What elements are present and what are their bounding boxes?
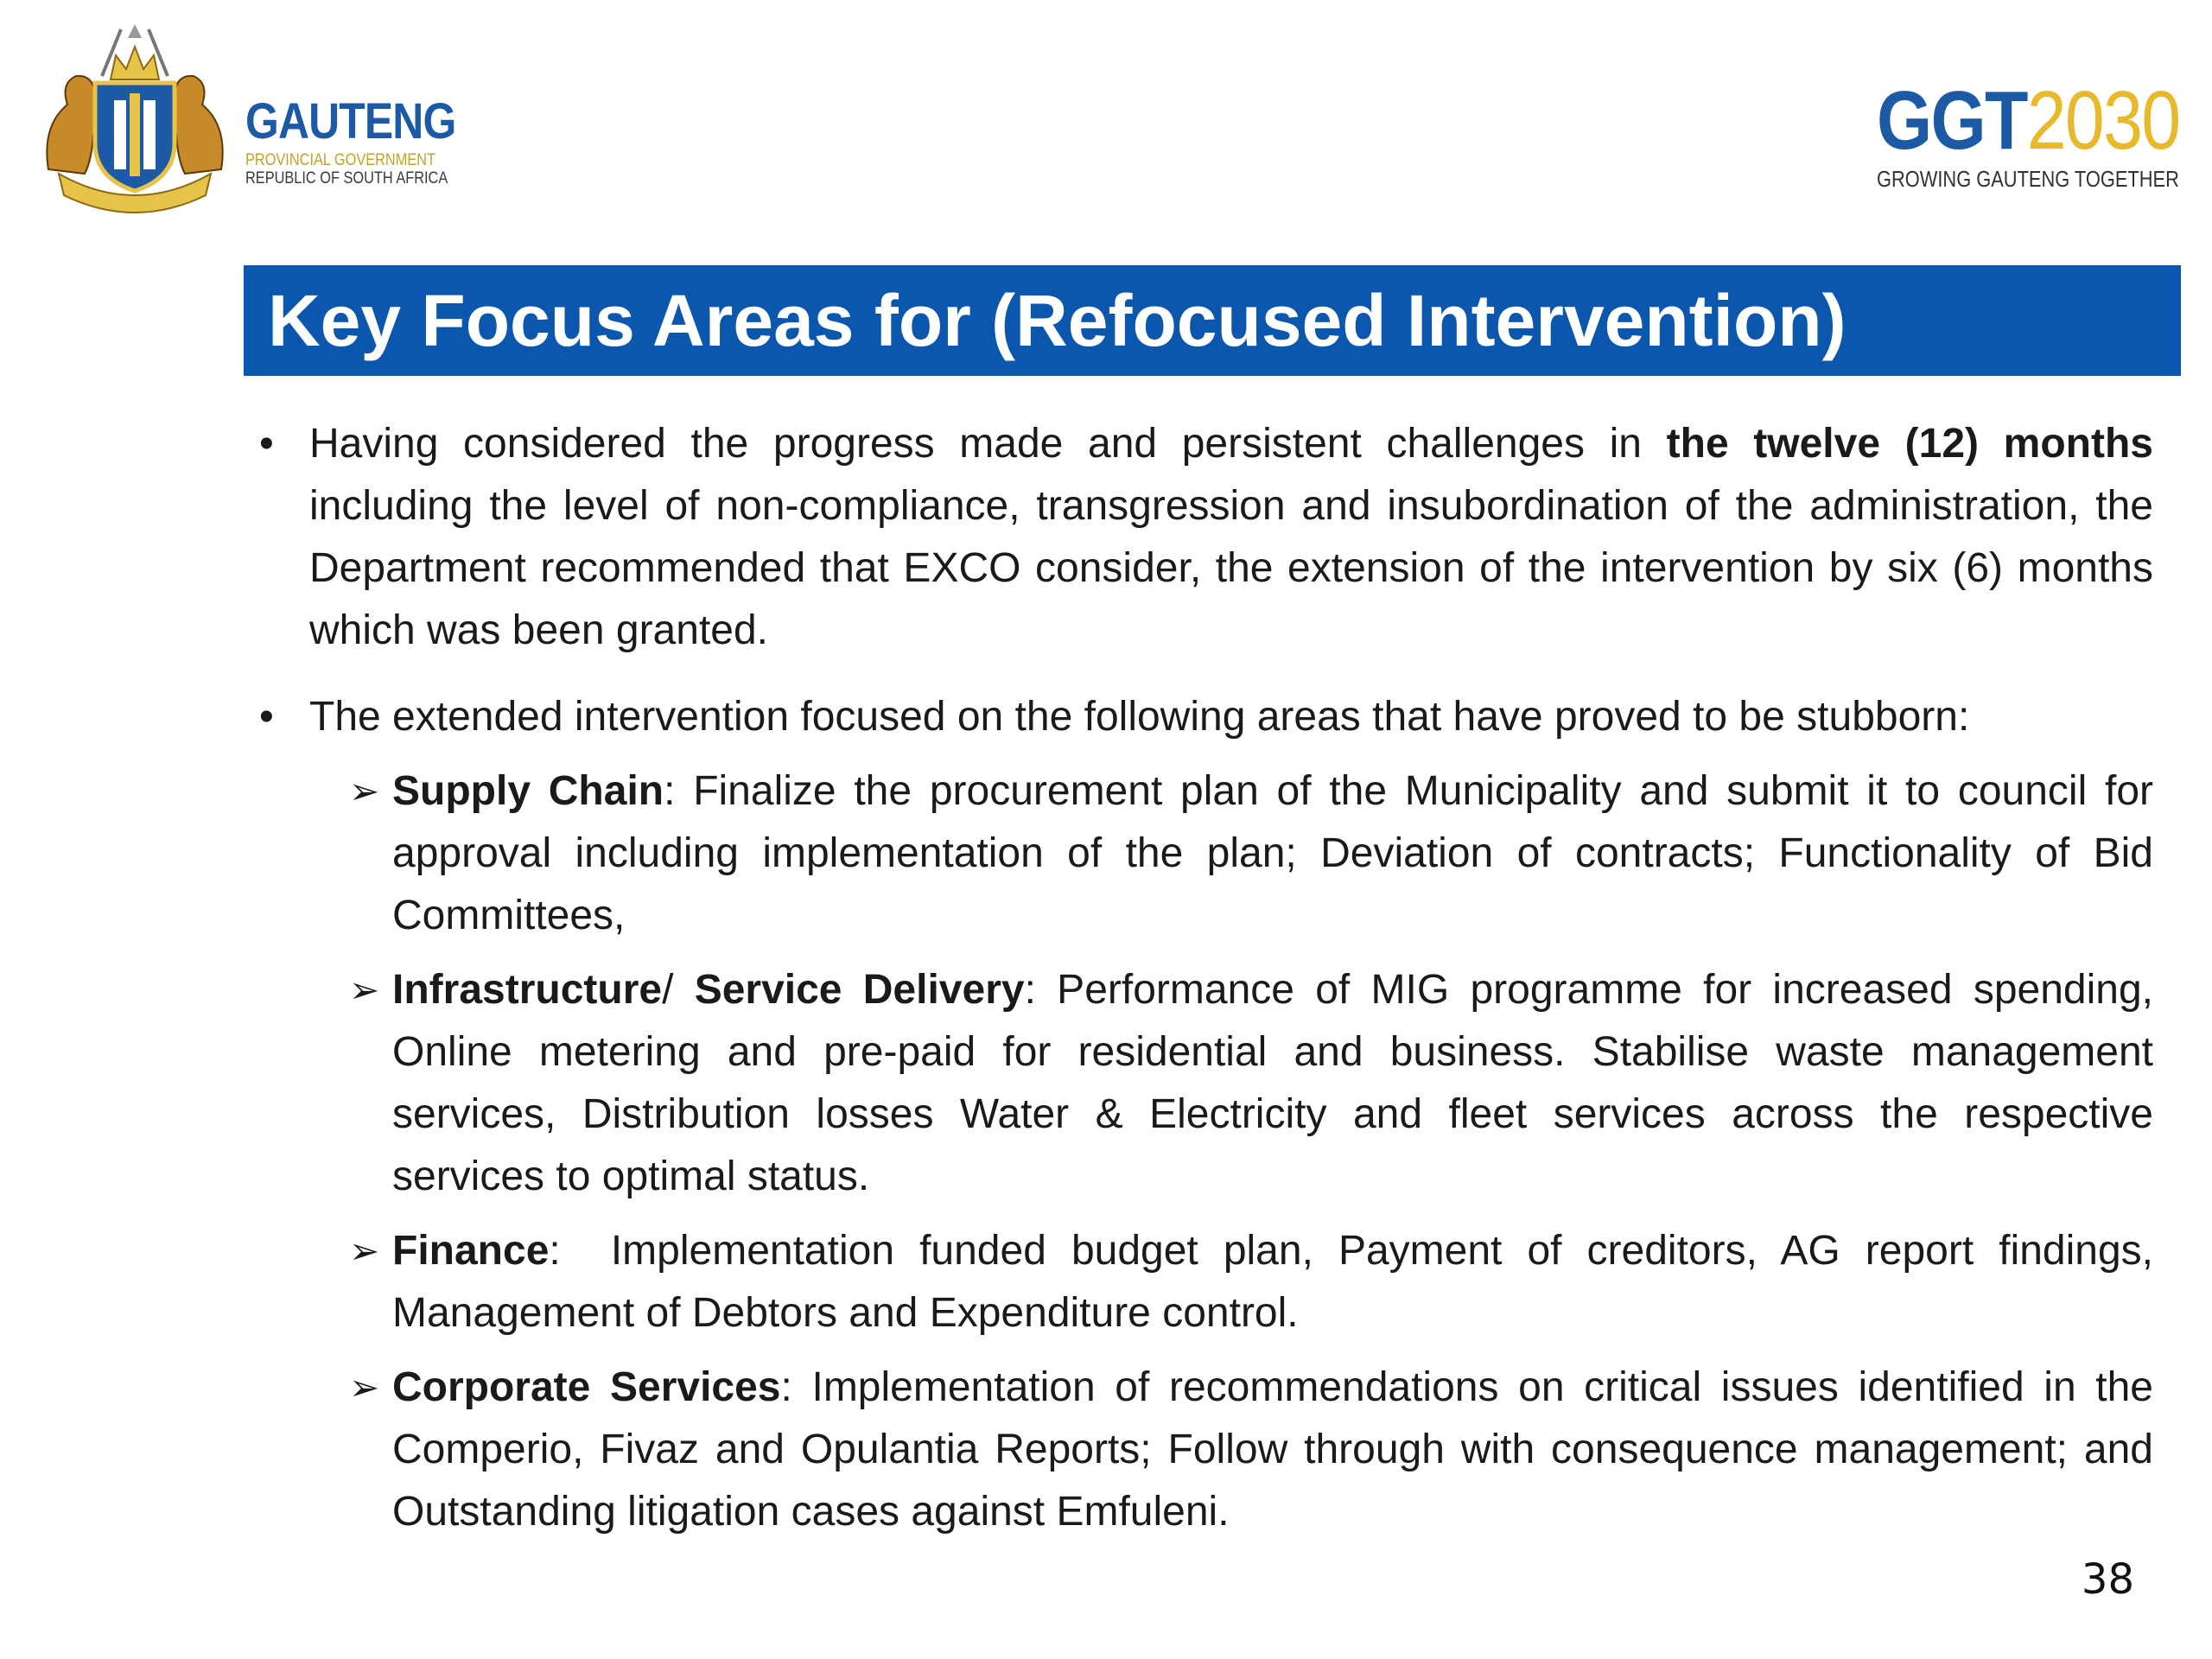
- focus-area-item: [259, 959, 2153, 1208]
- focus-area-item: [259, 1220, 2165, 1344]
- gauteng-logo-text: [245, 93, 490, 188]
- focus-area-text: : Implementation of recommendations on critical issues identified in the Comperio, Fivaz and Opulantia Reports; Follow through with consequence management; and Outstanding litigation cases against Emfuleni.: [392, 1364, 2154, 1535]
- focus-area-text: : Performance of MIG programme for increased spending, Online metering and pre-paid for residential and business. Stabilise waste management services, Distribution losses Water & Electricity and fleet services across the respective services to optimal status.: [392, 967, 2153, 1199]
- focus-area-item: [259, 1357, 2153, 1543]
- arrow-bullet-icon: ➢: [349, 1230, 380, 1271]
- page-number: 38: [2081, 1555, 2134, 1604]
- focus-area-heading: Finance: [392, 1228, 550, 1274]
- bullet-dot: •: [259, 694, 274, 740]
- focus-area-text: : Implementation funded budget plan, Payment of creditors, AG report findings, Management of Debtors and Expenditure control.: [392, 1228, 2165, 1336]
- bullet-emphasis: the twelve (12) months: [1666, 421, 2153, 467]
- title-bar: [244, 265, 2181, 376]
- focus-area-text: : Finalize the procurement plan of the Municipality and submit it to council for approval including implementation of the plan; Deviation of contracts; Functionality of Bid Committees,: [392, 768, 2153, 938]
- focus-area-separator: /: [662, 967, 695, 1013]
- focus-area-heading: Supply Chain: [392, 768, 664, 814]
- gauteng-coat-of-arms-icon: [41, 22, 228, 214]
- gauteng-logo-subtitle: PROVINCIAL GOVERNMENT: [245, 151, 436, 169]
- ggt-part: GGT: [1877, 74, 2027, 167]
- gauteng-logo-country: REPUBLIC OF SOUTH AFRICA: [245, 168, 448, 188]
- bullet-text: The extended intervention focused on the following areas that have proved to be stubborn:: [309, 694, 1970, 740]
- bullet-dot: •: [259, 421, 274, 467]
- ggt2030-wordmark: [1877, 74, 2180, 167]
- focus-area-heading: Service Delivery: [694, 967, 1025, 1013]
- arrow-bullet-icon: ➢: [349, 771, 380, 811]
- arrow-bullet-icon: ➢: [349, 969, 380, 1010]
- focus-area-heading: Corporate Services: [392, 1364, 781, 1410]
- bullet-item: [259, 686, 2153, 748]
- slide-content: [259, 413, 2165, 1555]
- gauteng-logo-name: GAUTENG: [245, 93, 456, 149]
- slide-title: Key Focus Areas for (Refocused Intervention): [268, 280, 1847, 361]
- bullet-text: Having considered the progress made and persistent challenges in: [309, 421, 1667, 467]
- ggt2030-tagline: GROWING GAUTENG TOGETHER: [1877, 166, 2179, 192]
- focus-area-item: [259, 760, 2153, 947]
- arrow-bullet-icon: ➢: [349, 1367, 380, 1408]
- focus-area-heading: Infrastructure: [392, 967, 663, 1013]
- year-part: 2030: [2026, 74, 2180, 167]
- ggt2030-logo: [1877, 74, 2180, 193]
- bullet-item: [259, 413, 2153, 662]
- bullet-text: including the level of non-compliance, transgression and insubordination of the administration, the Department recommended that EXCO consider, the extension of the intervention by six (6) months which was been granted.: [309, 483, 2153, 653]
